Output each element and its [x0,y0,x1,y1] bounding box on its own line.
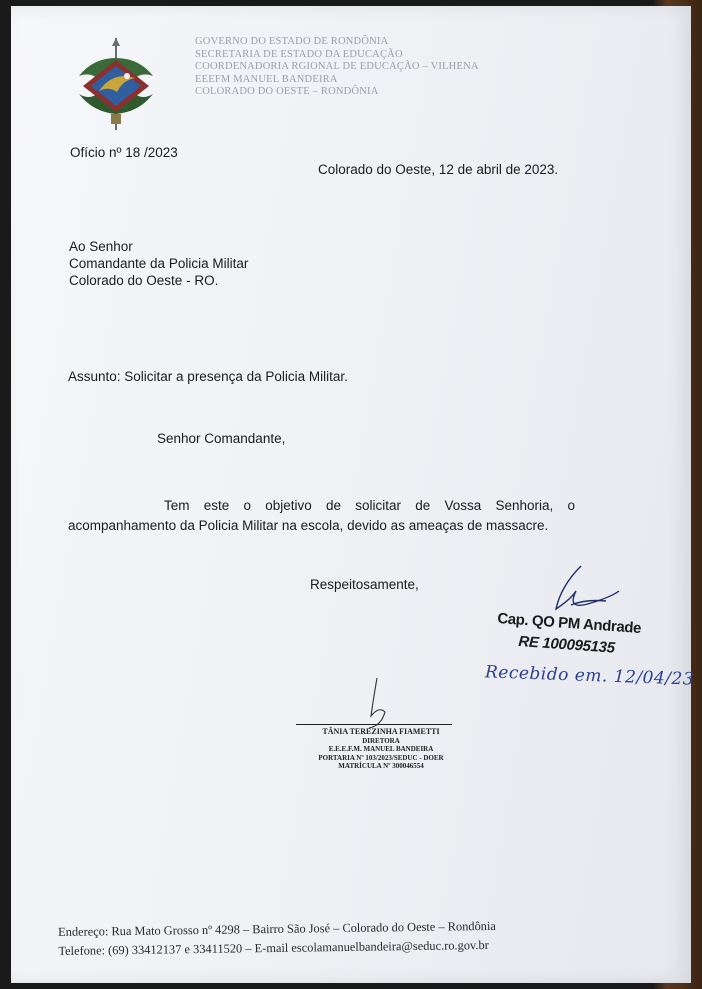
document-page [11,6,695,983]
body-paragraph: Tem este o objetivo de solicitar de Vossa Senhoria, o acompanhamento da Policia Militar na escola, devido as ameaças de massacre. [68,498,575,533]
recipient-line: Colorado do Oeste - RO. [69,273,219,288]
receiver-re: RE 100095135 [517,633,616,657]
place-date: Colorado do Oeste, 12 de abril de 2023. [318,162,559,177]
letterhead-line: EEEFM MANUEL BANDEIRA [195,73,338,85]
stamp-line: TÂNIA TEREZINHA FIAMETTI [322,727,440,736]
footer [58,917,496,961]
closing: Respeitosamente, [310,577,419,592]
letter-number: Ofício nº 18 /2023 [70,145,178,160]
letterhead-line: COORDENADORIA RGIONAL DE EDUCAÇÃO – VILHENA [195,61,479,73]
director-stamp [296,728,466,771]
police-signature [531,561,621,616]
handwritten-receipt: Recebido em. 12/04/23 [484,662,695,690]
state-crest-logo [73,36,159,132]
letterhead-line: SECRETARIA DE ESTADO DA EDUCAÇÃO [195,48,403,60]
signature-line [296,724,452,725]
subject-line: Assunto: Solicitar a presença da Policia Militar. [68,369,348,384]
stamp-line: MATRÍCULA Nº 300046554 [338,762,424,771]
salutation: Senhor Comandante, [157,431,286,446]
letterhead-line: COLORADO DO OESTE – RONDÔNIA [195,86,379,98]
footer-address: Endereço: Rua Mato Grosso nº 4298 – Bairro São José – Colorado do Oeste – Rondônia [58,918,496,939]
footer-contact: Telefone: (69) 33412137 e 33411520 – E-mail escolamanuelbandeira@seduc.ro.gov.br [58,937,489,958]
recipient-line: Comandante da Policia Militar [69,256,249,271]
letterhead [195,36,479,99]
stamp-line: E.E.E.F.M. MANUEL BANDEIRA [328,745,434,754]
receiver-name: Cap. QO PM Andrade [496,610,642,637]
letterhead-line: GOVERNO DO ESTADO DE RONDÔNIA [195,36,389,47]
recipient-line: Ao Senhor [69,239,133,254]
stamp-line: DIRETORA [362,736,400,745]
stamp-line: PORTARIA Nº 103/2023/SEDUC - DOER [318,753,444,762]
